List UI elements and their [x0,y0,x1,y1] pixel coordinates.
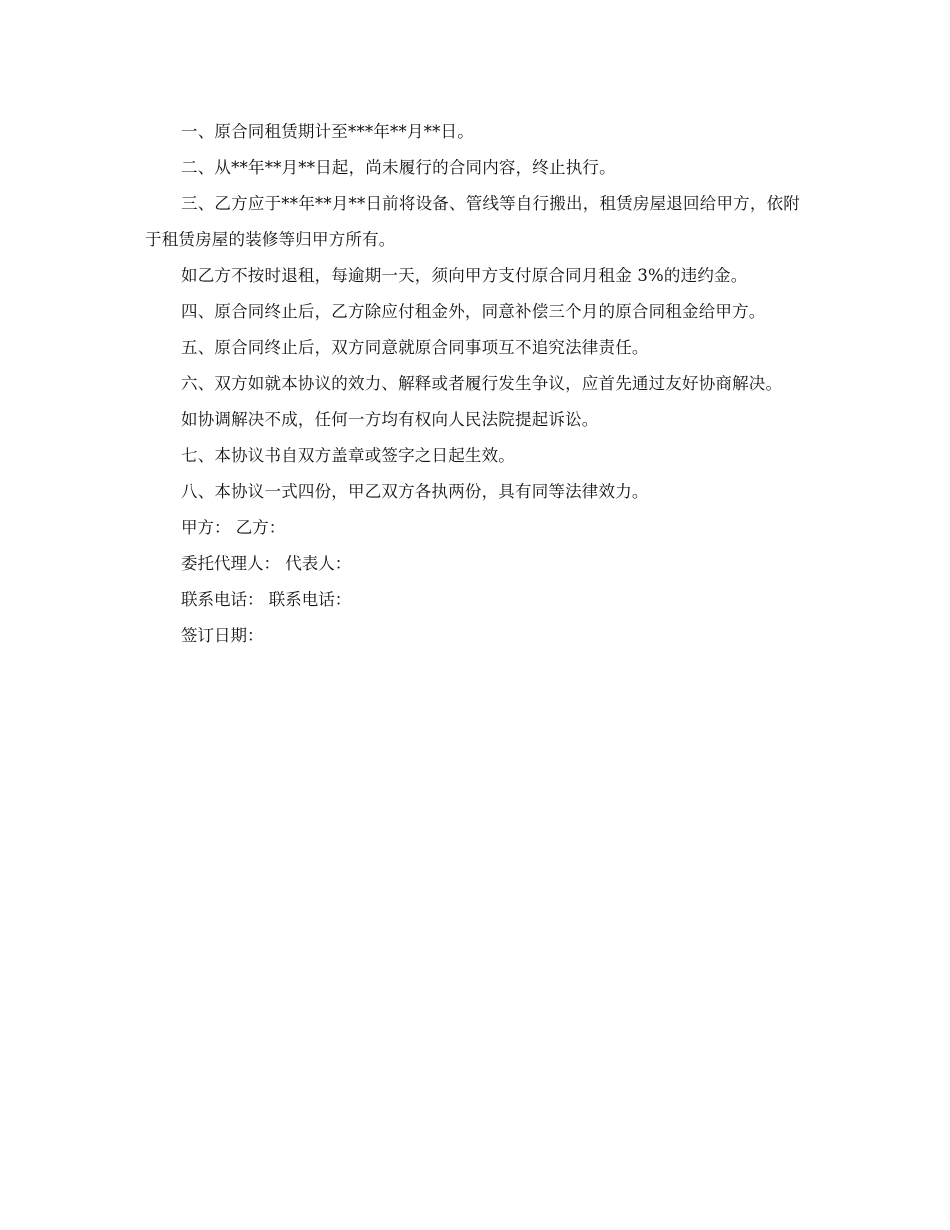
clause-5: 五、原合同终止后，双方同意就原合同事项互不追究法律责任。 [181,338,649,357]
clause-1: 一、原合同租赁期计至***年**月**日。 [181,122,474,141]
representative-label: 代表人： [285,554,352,573]
party-a-label: 甲方： [181,518,231,537]
phone-a-label: 联系电话： [181,590,264,609]
signature-line-parties [145,510,800,546]
sign-date-label: 签订日期： [181,626,264,645]
clause-6: 六、双方如就本协议的效力、解释或者履行发生争议，应首先通过友好协商解决。 [181,374,783,393]
phone-b-label: 联系电话： [268,590,352,609]
clause-7: 七、本协议书自双方盖章或签字之日起生效。 [181,446,515,465]
clause-3-penalty: 如乙方不按时退租，每逾期一天，须向甲方支付原合同月租金 3%的违约金。 [181,266,748,285]
clause-4: 四、原合同终止后，乙方除应付租金外，同意补偿三个月的原合同租金给甲方。 [181,302,766,321]
clause-8: 八、本协议一式四份，甲乙双方各执两份，具有同等法律效力。 [181,482,649,501]
clause-3: 三、乙方应于**年**月**日前将设备、管线等自行搬出，租赁房屋退回给甲方，依附于租赁房屋的装修等归甲方所有。 [145,194,800,249]
clause-2: 二、从**年**月**日起，尚未履行的合同内容，终止执行。 [181,158,616,177]
signature-line-date [145,618,800,654]
clause-6-litigation: 如协调解决不成，任何一方均有权向人民法院提起诉讼。 [181,410,599,429]
agent-label: 委托代理人： [181,554,280,573]
signature-line-agents [145,546,800,582]
party-b-label: 乙方： [235,518,286,537]
document-body [145,114,800,654]
signature-line-phones [145,582,800,618]
